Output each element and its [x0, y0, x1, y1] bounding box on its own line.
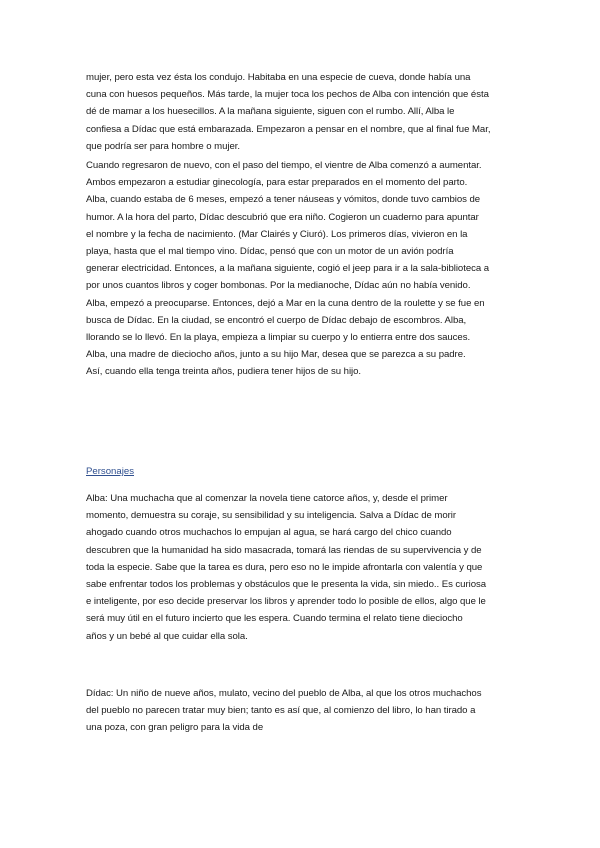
- text-line: sabe enfrentar todos los problemas y obstáculos que le presenta la vida, sin miedo.. Es curiosa: [86, 579, 487, 591]
- text-line: será muy útil en el futuro incierto que les espera. Cuando termina el relato tiene dieciocho: [86, 613, 463, 625]
- text-line: confiesa a Dídac que está embarazada. Empezaron a pensar en el nombre, que al final fue Mar,: [86, 123, 491, 135]
- text-line: cuna con huesos pequeños. Más tarde, la mujer toca los pechos de Alba con intención que ésta: [86, 89, 489, 101]
- text-line: playa, hasta que el mal tiempo vino. Dídac, pensó que con un motor de un avión podría: [86, 246, 454, 258]
- text-line: Alba, una madre de dieciocho años, junto a su hijo Mar, desea que se parezca a su padre.: [86, 349, 466, 361]
- text-line: ahogado cuando otros muchachos lo empujan al agua, se hará cargo del chico cuando: [86, 527, 452, 539]
- text-line: Así, cuando ella tenga treinta años, pudiera tener hijos de su hijo.: [86, 366, 362, 378]
- text-line: Dídac: Un niño de nueve años, mulato, vecino del pueblo de Alba, al que los otros muchachos: [86, 688, 482, 699]
- text-line: del pueblo no parecen tratar muy bien; tanto es así que, al comienzo del libro, lo han tirado a: [86, 705, 476, 717]
- character-description-alba: [86, 490, 526, 645]
- text-line: momento, demuestra su coraje, su sensibilidad y su inteligencia. Salva a Dídac de morir: [86, 510, 456, 522]
- text-line: generar electricidad. Entonces, a la mañana siguiente, cogió el jeep para ir a la sala-biblioteca a: [86, 263, 490, 275]
- text-line: por unos cuantos libros y coger bombonas. Por la medianoche, Dídac aún no había venido.: [86, 280, 471, 292]
- text-line: toda la especie. Sabe que la tarea es dura, pero eso no le impide afrontarla con valentía y que: [86, 561, 483, 573]
- text-line: mujer, pero esta vez ésta los condujo. Habitaba en una especie de cueva, donde había una: [86, 72, 471, 83]
- text-line: dé de mamar a los huesecillos. A la mañana siguiente, siguen con el rumbo. Allí, Alba le: [86, 106, 455, 118]
- text-line: e inteligente, por eso decide preservar los libros y aprender todo lo posible de ellos, algo que le: [86, 596, 486, 608]
- section-heading-personajes: Personajes: [86, 466, 134, 477]
- narrative-paragraph-1: [86, 69, 526, 155]
- text-line: busca de Dídac. En la ciudad, se encontró el cuerpo de Dídac debajo de escombros. Alba,: [86, 314, 467, 326]
- text-line: llorando se lo llevó. En la playa, empieza a limpiar su cuerpo y lo entierra entre dos sauces.: [86, 332, 471, 344]
- text-line: Cuando regresaron de nuevo, con el paso del tiempo, el vientre de Alba comenzó a aumentar.: [86, 160, 482, 171]
- character-description-didac: [86, 685, 526, 737]
- text-line: humor. A la hora del parto, Dídac descubrió que era niño. Cogieron un cuaderno para apuntar: [86, 211, 479, 223]
- text-line: Alba: Una muchacha que al comenzar la novela tiene catorce años, y, desde el primer: [86, 493, 448, 504]
- text-line: el nombre y la fecha de nacimiento. (Mar Clairés y Ciuró). Los primeros días, vivieron en la: [86, 228, 468, 240]
- text-line: años y un bebé al que cuidar ella sola.: [86, 630, 248, 642]
- text-line: descubren que la humanidad ha sido masacrada, tomará las riendas de su supervivencia y de: [86, 544, 482, 556]
- text-line: una poza, con gran peligro para la vida de: [86, 722, 264, 734]
- text-line: que podría ser para hombre o mujer.: [86, 140, 240, 152]
- narrative-paragraph-2: [86, 157, 526, 381]
- text-line: Alba, cuando estaba de 6 meses, empezó a tener náuseas y vómitos, donde tuvo cambios de: [86, 194, 481, 206]
- text-line: Alba, empezó a preocuparse. Entonces, dejó a Mar en la cuna dentro de la roulette y se fue en: [86, 297, 485, 309]
- text-line: Ambos empezaron a estudiar ginecología, para estar preparados en el momento del parto.: [86, 177, 468, 189]
